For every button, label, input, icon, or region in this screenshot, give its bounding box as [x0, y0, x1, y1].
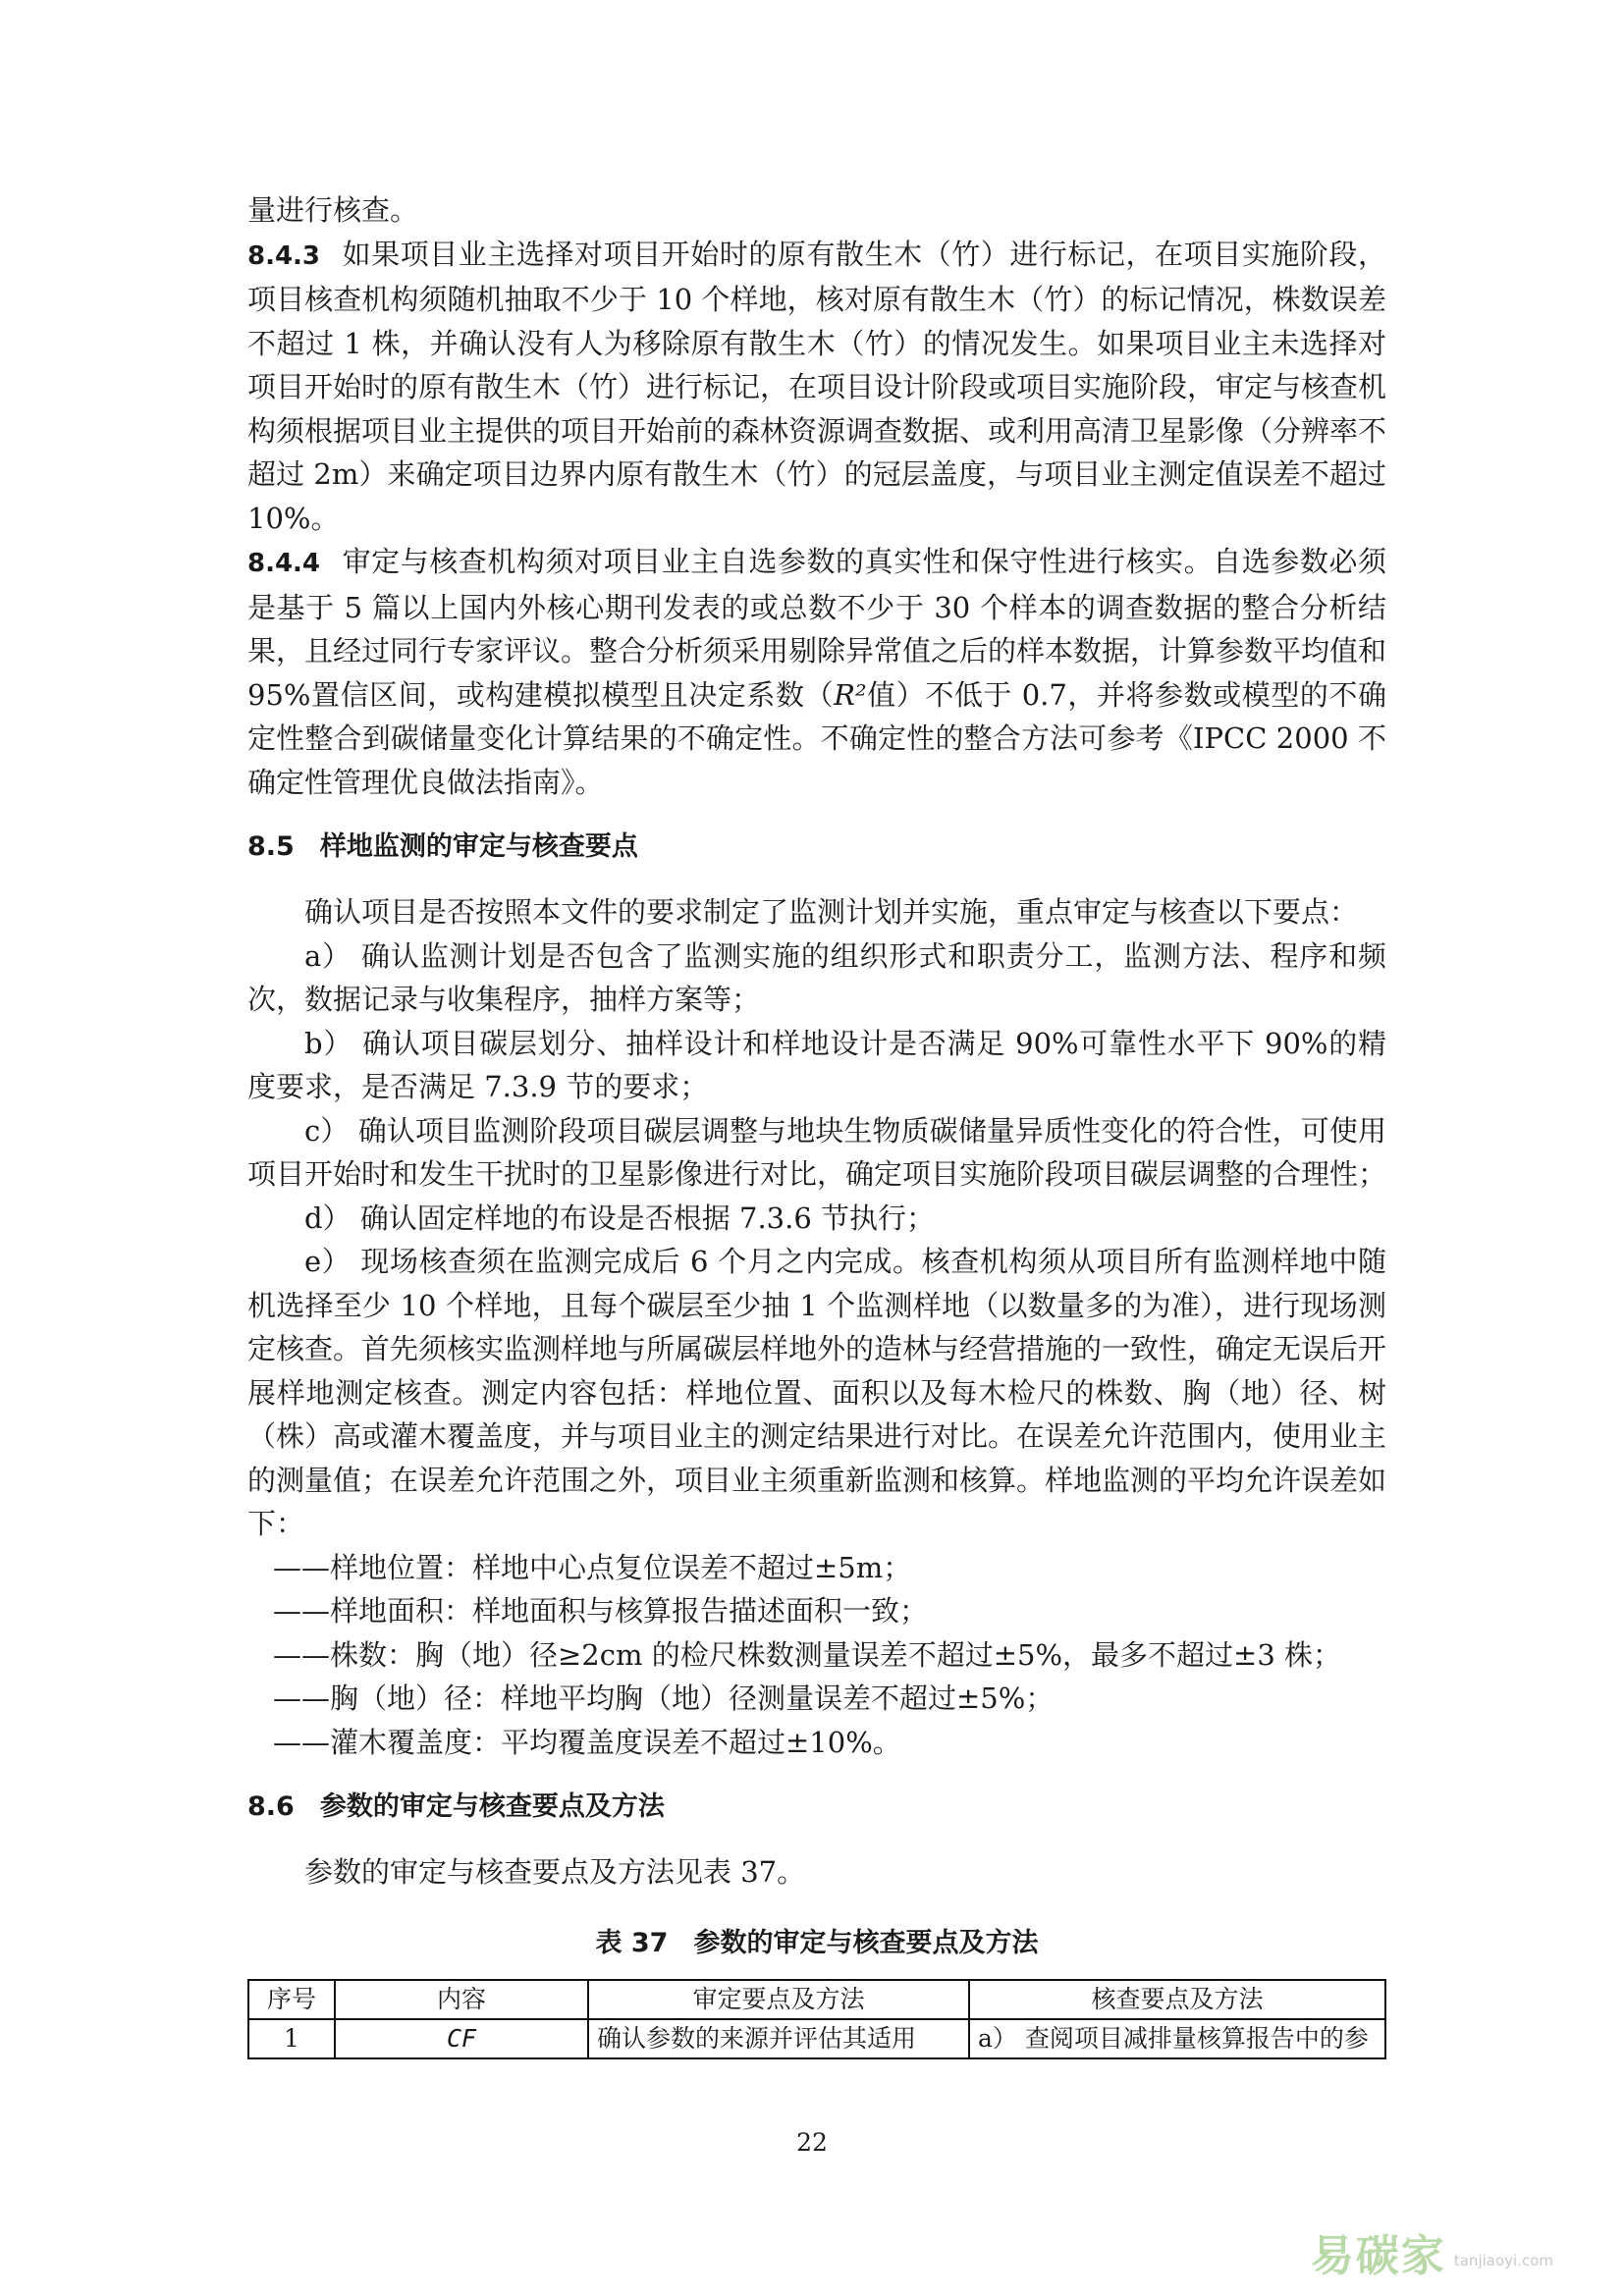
list-item-c: c） 确认项目监测阶段项目碳层调整与地块生物质碳储量异质性变化的符合性，可使用项目开始时和发生干扰时的卫星影像进行对比，确定项目实施阶段项目碳层调整的合理性；	[247, 1113, 1387, 1191]
clause-number: 8.4.4	[247, 549, 321, 578]
dash-item: ——灌木覆盖度：平均覆盖度误差不超过±10%。	[273, 1725, 901, 1759]
clause-text: 如果项目业主选择对项目开始时的原有散生木（竹）进行标记，在项目实施阶段，项目核查机构须随机抽取不少于 10 个样地，核对原有散生木（竹）的标记情况，株数误差不超过 1 株，并确认没有人为移除原有散生木（竹）的情况发生。如果项目业主未选择对项目开始时的原有散生木（竹）进行标记，在项目设计阶段或项目实施阶段，审定与核查机构须根据项目业主提供的项目开始前的森林资源调查数据、或利用高清卫星影像（分辨率不超过 2m）来确定项目边界内原有散生木（竹）的冠层盖度，与项目业主测定值误差不超过 10%。	[247, 237, 1387, 535]
table-cell: 1	[248, 2019, 335, 2058]
clause-text-part-a: 审定与核查机构须对项目业主自选参数的真实性和保守性进行核实。自选参数必须是基于 5 篇以上国内外核心期刊发表的或总数不少于 30 个样本的调查数据的整合分析结果，且经过同行专家评议。整合分析须采用剔除异常值之后的样本数据，计算参数平均值和 95%置信区间，或构建模拟模型且决定系数（	[247, 545, 1387, 712]
dash-item: ——株数：胸（地）径≥2cm 的检尺株数测量误差不超过±5%，最多不超过±3 株；	[273, 1637, 1341, 1672]
section-intro: 确认项目是否按照本文件的要求制定了监测计划并实施，重点审定与核查以下要点：	[304, 895, 1359, 929]
header-cell: 序号	[248, 1980, 335, 2019]
clause-text-part-b: 值）不低于 0.7，并将参数或模型的不确定性整合到碳储量变化计算结果的不确定性。不确定性的整合方法可参考《IPCC 2000 不确定性管理优良做法指南》。	[247, 677, 1386, 799]
list-item-d: d） 确认固定样地的布设是否根据 7.3.6 节执行；	[304, 1201, 936, 1235]
table-caption: 表 37 参数的审定与核查要点及方法	[595, 1927, 1039, 1958]
section-heading-8-6: 8.6 参数的审定与核查要点及方法	[247, 1791, 665, 1822]
table-cell: 确认参数的来源并评估其适用	[588, 2019, 969, 2058]
list-item-b: b） 确认项目碳层划分、抽样设计和样地设计是否满足 90%可靠性水平下 90%的精度要求，是否满足 7.3.9 节的要求；	[247, 1026, 1386, 1103]
clause-number: 8.4.3	[247, 240, 321, 271]
watermark-url: tanjiaoyi.com	[1453, 2252, 1553, 2269]
clause-8-4-4	[247, 540, 1386, 804]
section-intro: 参数的审定与核查要点及方法见表 37。	[304, 1855, 806, 1889]
dash-item: ——样地位置：样地中心点复位误差不超过±5m；	[273, 1550, 912, 1584]
table-cell: CF	[335, 2019, 588, 2058]
watermark-text: 易碳家	[1310, 2231, 1446, 2281]
page-number: 22	[796, 2128, 828, 2157]
dash-item: ——样地面积：样地面积与核算报告描述面积一致；	[273, 1594, 929, 1628]
list-item-e: e） 现场核查须在监测完成后 6 个月之内完成。核查机构须从项目所有监测样地中随机选择至少 10 个样地，且每个碳层至少抽 1 个监测样地（以数量多的为准），进行现场测定核查。首先须核实监测样地与所属碳层样地外的造林与经营措施的一致性，确定无误后开展样地测定核查。测定内容包括：样地位置、面积以及每木检尺的株数、胸（地）径、树（株）高或灌木覆盖度，并与项目业主的测定结果进行对比。在误差允许范围内，使用业主的测量值；在误差允许范围之外，项目业主须重新监测和核算。样地监测的平均允许误差如下：	[247, 1245, 1387, 1540]
table-row	[248, 2019, 1385, 2058]
table-header-row	[248, 1980, 1385, 2019]
parameter-table	[247, 1979, 1386, 2059]
header-cell: 内容	[335, 1980, 588, 2019]
dash-item: ——胸（地）径：样地平均胸（地）径测量误差不超过±5%；	[273, 1682, 1055, 1715]
section-heading-8-5: 8.5 样地监测的审定与核查要点	[247, 831, 638, 862]
continuation-paragraph: 量进行核查。	[247, 193, 419, 227]
header-cell: 审定要点及方法	[588, 1980, 969, 2019]
document-body	[247, 188, 1386, 2059]
list-item-a: a） 确认监测计划是否包含了监测实施的组织形式和职责分工，监测方法、程序和频次，数据记录与收集程序，抽样方案等；	[247, 938, 1386, 1016]
header-cell: 核查要点及方法	[969, 1980, 1385, 2019]
r-squared-symbol: R²	[834, 677, 867, 712]
table-cell: a） 查阅项目减排量核算报告中的参	[969, 2019, 1385, 2058]
watermark-logo	[1311, 2220, 1553, 2283]
clause-8-4-3	[247, 233, 1386, 541]
